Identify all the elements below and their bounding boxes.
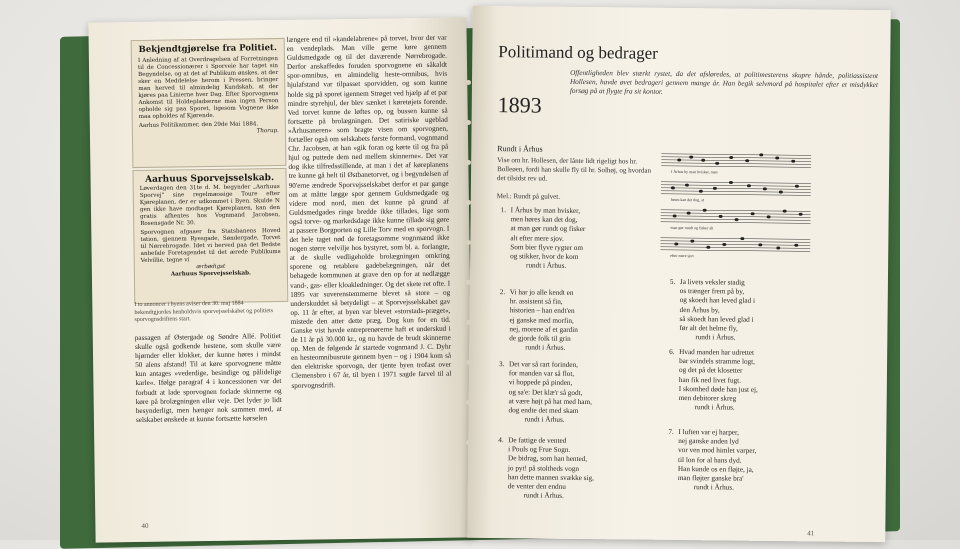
binding-holes [466, 60, 474, 480]
verse-line: Han kunde os en fløjte, ja, [677, 464, 754, 474]
song-verse [500, 206, 586, 271]
verse-line: nej, morene af et gardin [509, 325, 578, 334]
clip-sign: Aarhuus Sporvejsselskab. [170, 270, 252, 278]
verse-line: vi hoppede på pinden, [508, 378, 573, 388]
sheet-music [660, 148, 811, 262]
verse-line: De bidrag, som han hented, [508, 454, 588, 464]
clip-date: Aarhus Politikammer, den 29de Mai 1884. [138, 121, 259, 129]
song-intro: Vise om hr. Hollesen, der lånte lidt rigeligt hos hr. Bolleøen, fordi han skulle fly til hr. Solhøj, og hvordan det tilsidst rev ud. [496, 156, 652, 183]
verse-line: rundt i Århus. [525, 343, 566, 353]
song-verse [499, 288, 578, 353]
right-page [467, 6, 891, 542]
newspaper-clip-police [131, 38, 287, 168]
verse-line: historien – han endt'en [509, 306, 575, 316]
verse-line: og sa'e: Det klæ'r så godt, [508, 387, 583, 397]
verse-text: Hvad manden har udrettet [679, 348, 755, 357]
verse-line: alt efter mere sjov. [510, 233, 564, 243]
verse-line: de venter den endnu [507, 482, 566, 491]
verse-line: rundt i Århus. [693, 483, 734, 492]
verse-line: han dette mannen svække sig, [507, 473, 594, 482]
verse-number: 1. [500, 206, 507, 215]
verse-line: de gjorde folk til grin [509, 334, 571, 343]
clip-caption: I to annoncer i byens aviser den 30. maj 1884 bekendtgjordes henholdsvis sporvejsselskabet og politiets sporvognsdriftens start. [134, 300, 274, 324]
newspaper-clip-tramway [132, 168, 288, 304]
verse-line: ej ganske med morfin, [509, 315, 574, 325]
verse-number: 4. [498, 436, 504, 445]
verse-line: og stikker, hvor de kom [510, 252, 579, 261]
verse-line: han fik ned livet fugt. [678, 375, 742, 385]
verse-line: dog endte det med skam [508, 406, 579, 415]
music-lyric: I Århus by man hvisker, men [671, 168, 718, 175]
verse-number: 5. [669, 277, 676, 286]
verse-line: I skomhed døde han just ej, [678, 384, 758, 394]
page-number: 40 [141, 521, 149, 530]
music-lyric: efter mere sjov [670, 252, 695, 259]
verse-line: den Århus by, [679, 305, 720, 315]
verse-line: hr. assistent så fin, [509, 297, 563, 306]
verse-line: Som bier flyve rygter om [510, 243, 583, 252]
song-verse [498, 436, 595, 501]
verse-line: rundt i Århus. [526, 261, 567, 271]
verse-line: man fløjter ganske bra' [677, 474, 744, 483]
song-verse [668, 428, 757, 493]
clip-body: Sporvognen afgaaer fra Statsbanens Hoved tation, gjennem Ryesgade, Søndergade, Torvet til Nørrebrogade. Idet vi herved paa det Bedste anbefale Foretagendet til det ærede Publikums Velvillie, tegne vi [140, 228, 281, 264]
verse-line: at være højt på hat med ham, [508, 397, 592, 406]
verse-number: 2. [499, 288, 506, 297]
verse-line: rundt i Århus. [524, 415, 565, 425]
text-column-right [287, 34, 454, 516]
verse-line: vor ven mod himlet varper, [678, 446, 757, 456]
verse-line: jo pyt! på stoltheds vogn [507, 463, 580, 473]
paragraph: længere end til »kandelabrene« på torvet, hvor der var en vendeplads. Man ville gerne køre gennem Guldsmedgade og til det daværende Nørrebrogade. Derfor anskaffedes foruden sporvognene en såkaldt spor-omnibus, en almindelig heste-omnibus, hvis hjulafstand var tilpasset sporvidden, og som kunne holde sig på sporet igennem Strøget ved hjælp af et par mindre styrehjul, der blev sænket i køretøjets forende. Ved torvet kunne de løftes op, og bussen kunne så fortsætte på brolægningen. Det satiriske ugeblad »Århusaneren« som bragte visen om sporvognen, fortæller også om selskabets første formand, vognmand Chr. Jacobsen, at han »gik foran og kørte til og fra på hjul og puttede dem ned mellem skinnerne«. Det var dog ikke tilfredsstillende, at man i det af køreplanens tre kunne gå helt til Østbanetorvet, og i begyndelsen af 90'erne ændrede Sporvejsselskabet derfor et par gange om at måtte lægge spor gennem Guldsmedgade og videre mod nord, men det kunne på grund af Guldsmedgades ringe bredde ikke tillades, lige som også torve- og markedsdage ikke kunne tillade sig gøre at passere Borgporten og Lille Torv med en sporvogn. I det hele taget nød de foretagsomme vognmænd ikke nogen større velvilje hos bystyret, som bl. a. forlangte, at de skulle vedligeholde brolægningen omkring sporene og retablere gadebelægningen, når det behagede kommunen at grave den op for at nedlægge vand-, gas- eller kloakledninger. Og det skete ret ofte. I 1895 var suverenstemmerne blevet så store – og underskuddet så betydeligt – at Sporvejsselskabet gav op. 11 år efter, at byen var blevet »storstads-præget«, mistede den atter dette præg. Dog kun for en tid. Ganske vist havde entreprenørerne haft et underskud i de 11 år på 30.000 kr., og nu havde de brudt skinnerne op. Men de følgende år startede vognmand J. C. Dyhr en hesteomnibusrute gennem byen – og i 1904 kom så den elektriske sporvogn, der tjente byen trofast over Clemensbro i 67 år, til byen i 1971 sagde farvel til al sporvognsdrift. [286, 33, 452, 390]
clip-sign: Thorup. [256, 128, 279, 135]
song-title: Rundt i Århus [497, 144, 543, 154]
verse-text: De fattige de vented [508, 436, 567, 445]
clip-sub: Løverdagen den 31te d. M. begynder „Aarhuus Sporvej" sine regelmæssige Toure efter Kjøreplanen, der er udkommet i Byen. Skulde N gen ikke have modtaget Kjøreplanen, kan den gratis afhentes hos Vognmand Jacobsen, Rosensgade Nr. 30. [139, 184, 281, 227]
chapter-lead: Offentligheden blev stærkt rystet, da det afsløredes, at politimesterens skupre hånde, politiassistent Hollesen, havde øvet bedrageri gennem mange år. Han begik selvmord på hospitalet efter et misdykket forsøg på at flygte fra sit kontor. [569, 68, 879, 96]
song-verse [669, 278, 755, 343]
verse-line: nej ganske anden lyd [678, 437, 739, 446]
verse-number: 7. [668, 427, 674, 436]
left-page [88, 17, 473, 542]
verse-line: i Pouls og Frue Sogn. [508, 445, 571, 455]
music-lyric: man gør rundt og fisker alt [670, 224, 714, 231]
verse-line: rundt i Århus. [694, 403, 735, 412]
clip-body: I Anledning af at Overdragelsen af Forretningen til de Concessionærer i Sporveie har taget sin Begyndelse, og at det af Publikum ønskes, at der sker en Meddelelse herom i Pressen, bringer man herved til almindelig Kundskab, at der kjøres paa Linierne hver Dag. Efter Sporvognens Ankomst til Holdepladserne maa ingen Person opholde sig paa Sporet, ligesom Vognene ikke maa opholdes af Kjørende. [137, 56, 279, 120]
verse-line: men debitorer skreg [678, 394, 737, 403]
page-number: 41 [807, 529, 815, 538]
song-verse [498, 360, 592, 425]
melody-note: Mel.: Rundt på gulvet. [496, 192, 561, 201]
clip-heading: Aarhuus Sporvejsselskab. [145, 173, 275, 185]
verse-text: Det var så rart forinden, [509, 360, 578, 369]
verse-line: til lon for al hans dyd. [678, 455, 742, 465]
verse-line: så skoedt han leved glad i [679, 314, 754, 324]
verse-line: rundt i Århus. [523, 491, 564, 501]
verse-line: men høres kan det dog, [510, 215, 578, 225]
music-lyric: høres kan det dog, at [670, 196, 705, 203]
clip-sign-label: ærbødigst [196, 263, 226, 271]
clip-heading: Bekjendtgjørelse fra Politiet. [138, 43, 277, 55]
song-verse [669, 348, 759, 413]
verse-line: rundt i Århus. [695, 333, 736, 342]
year-heading: 1893 [497, 92, 542, 118]
verse-text: I Århus by man hvisker, [510, 206, 581, 215]
verse-line: og skoedt han leved glad i [679, 296, 756, 306]
verse-text: Vi har jo alle kendt en [509, 288, 574, 297]
verse-line: os trænger frem på by, [679, 287, 745, 296]
text-column-left [135, 332, 284, 534]
verse-line: for manden var så flot, [508, 369, 575, 379]
verse-line: før alt det helme fly, [679, 324, 738, 333]
verse-number: 3. [499, 360, 505, 369]
verse-number: 6. [669, 347, 675, 356]
verse-line: og det på det klosetter [678, 366, 743, 376]
verse-line: at man gør rundt og fisker [510, 224, 586, 234]
verse-text: Ja livets veksler stadig [679, 278, 745, 287]
verse-line: bar svindels stramme logt, [679, 357, 755, 367]
chapter-title: Politimand og bedrager [498, 42, 658, 63]
verse-text: I luften var ej harper, [678, 428, 739, 437]
paragraph: passagen af Østergade og Søndre Allé. Politiet skulle også godkende hestene, som skulle være hjørnder eller klokker, der kunne høres i mindst 50 alens afstand! Til at køre sporvognene måtte kun antages »vederdige, besindige og pålidelige karle«. Ifølge paragraf 4 i koncessionen var det forbudt at lade sporvognen forlade skinnerne og køre på brolægningen eller veje. Det lyder jo lidt besynderligt, men hænger nok sammen med, at selskabet ønskede at kunne fortsætte kørselen [134, 332, 282, 424]
